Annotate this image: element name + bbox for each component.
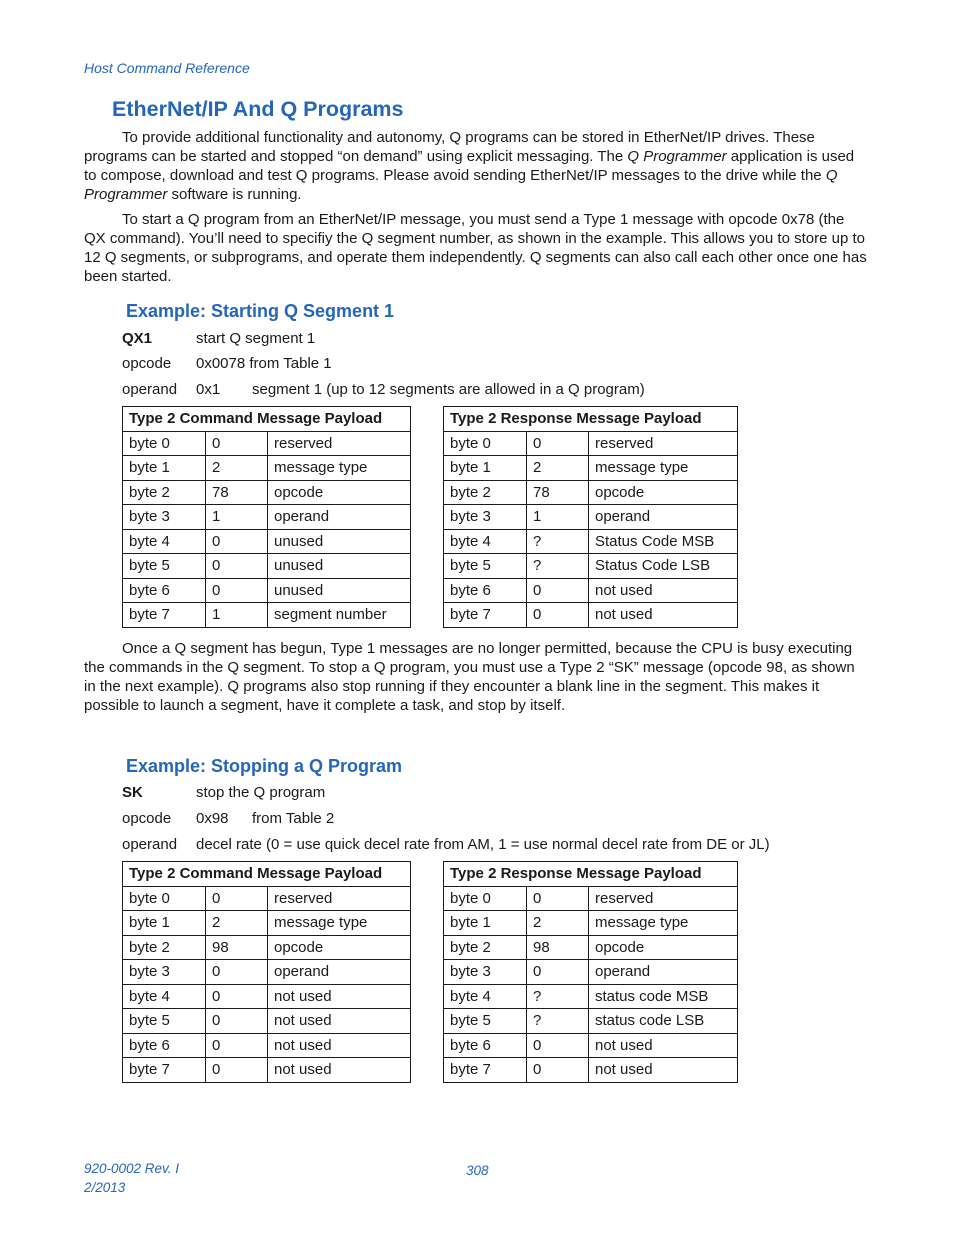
example2-opcode-label: opcode	[122, 810, 172, 827]
value-cell: 0	[527, 1033, 589, 1058]
value-cell: 0	[527, 886, 589, 911]
description-cell: status code LSB	[589, 1009, 738, 1034]
value-cell: 0	[527, 431, 589, 456]
byte-cell: byte 6	[123, 578, 206, 603]
value-cell: 0	[527, 1058, 589, 1083]
table-header-row	[444, 407, 738, 432]
byte-cell: byte 4	[444, 529, 527, 554]
example1-heading: Example: Starting Q Segment 1	[126, 301, 395, 321]
table-row	[123, 984, 411, 1009]
value-cell: 0	[206, 1009, 268, 1034]
table-row	[123, 529, 411, 554]
table-row	[123, 480, 411, 505]
byte-cell: byte 5	[123, 1009, 206, 1034]
table-row	[444, 1058, 738, 1083]
example1-operand-desc: segment 1 (up to 12 segments are allowed in a Q program)	[252, 381, 645, 398]
value-cell: 98	[206, 935, 268, 960]
description-cell: operand	[589, 505, 738, 530]
footer-doc-number: 920-0002 Rev. I	[84, 1161, 180, 1176]
table-row	[123, 960, 411, 985]
byte-cell: byte 6	[123, 1033, 206, 1058]
value-cell: 2	[206, 456, 268, 481]
table-row	[444, 480, 738, 505]
table-row	[123, 554, 411, 579]
example2-operand-label: operand	[122, 836, 178, 853]
table-row	[444, 431, 738, 456]
example1-command-table	[122, 406, 411, 628]
table-row	[444, 505, 738, 530]
byte-cell: byte 2	[123, 935, 206, 960]
example2-opcode-value: 0x98	[196, 810, 229, 827]
byte-cell: byte 3	[123, 960, 206, 985]
value-cell: 0	[527, 603, 589, 628]
value-cell: 98	[527, 935, 589, 960]
value-cell: 78	[527, 480, 589, 505]
byte-cell: byte 2	[444, 480, 527, 505]
table-row	[123, 886, 411, 911]
page-number: 308	[466, 1163, 489, 1178]
byte-cell: byte 0	[444, 431, 527, 456]
byte-cell: byte 7	[444, 603, 527, 628]
table-row	[123, 431, 411, 456]
description-cell: reserved	[589, 431, 738, 456]
example2-response-table	[443, 861, 738, 1083]
intro-paragraph-1	[84, 128, 870, 204]
value-cell: 0	[206, 886, 268, 911]
intro-text-run: software is running.	[167, 186, 302, 203]
byte-cell: byte 1	[444, 456, 527, 481]
description-cell: Status Code LSB	[589, 554, 738, 579]
table-header-row	[444, 862, 738, 887]
table-row	[123, 1058, 411, 1083]
description-cell: message type	[268, 911, 411, 936]
example1-command-line	[122, 329, 822, 348]
table-row	[444, 935, 738, 960]
description-cell: message type	[589, 456, 738, 481]
footer-date: 2/2013	[84, 1180, 126, 1195]
byte-cell: byte 0	[123, 886, 206, 911]
intro-text	[84, 128, 870, 286]
example1-opcode-line	[122, 354, 822, 373]
description-cell: unused	[268, 529, 411, 554]
example2-opcode-desc: from Table 2	[252, 810, 335, 827]
table-header-row	[123, 407, 411, 432]
table-row	[123, 456, 411, 481]
value-cell: 1	[527, 505, 589, 530]
byte-cell: byte 3	[444, 505, 527, 530]
byte-cell: byte 5	[444, 554, 527, 579]
value-cell: 78	[206, 480, 268, 505]
byte-cell: byte 4	[123, 529, 206, 554]
table-row	[444, 554, 738, 579]
value-cell: 0	[206, 960, 268, 985]
table-row	[123, 935, 411, 960]
value-cell: 0	[206, 1058, 268, 1083]
byte-cell: byte 0	[444, 886, 527, 911]
table-row	[444, 984, 738, 1009]
table-row	[444, 1009, 738, 1034]
app-name-text: Q Programmer	[84, 167, 838, 203]
byte-cell: byte 2	[444, 935, 527, 960]
example1-opcode-value: 0x0078 from Table 1	[196, 355, 332, 372]
value-cell: 0	[527, 578, 589, 603]
value-cell: ?	[527, 984, 589, 1009]
example1-opcode-label: opcode	[122, 355, 172, 372]
intro-text-run: application is used to compose, download and test Q programs. Please avoid sending EtherNet/IP messages to the drive while the	[84, 148, 855, 184]
table-row	[444, 456, 738, 481]
value-cell: 2	[527, 456, 589, 481]
app-name-text: Q Programmer	[627, 148, 727, 165]
table-title: Type 2 Response Message Payload	[444, 407, 738, 432]
value-cell: 1	[206, 505, 268, 530]
description-cell: unused	[268, 578, 411, 603]
description-cell: operand	[268, 960, 411, 985]
value-cell: 0	[206, 578, 268, 603]
byte-cell: byte 5	[444, 1009, 527, 1034]
description-cell: not used	[268, 984, 411, 1009]
byte-cell: byte 1	[444, 911, 527, 936]
description-cell: status code MSB	[589, 984, 738, 1009]
description-cell: operand	[268, 505, 411, 530]
value-cell: ?	[527, 529, 589, 554]
table-title: Type 2 Response Message Payload	[444, 862, 738, 887]
description-cell: opcode	[589, 480, 738, 505]
description-cell: unused	[268, 554, 411, 579]
description-cell: not used	[268, 1009, 411, 1034]
table-row	[444, 603, 738, 628]
table-header-row	[123, 862, 411, 887]
table-row	[444, 1033, 738, 1058]
description-cell: operand	[589, 960, 738, 985]
byte-cell: byte 1	[123, 911, 206, 936]
value-cell: 1	[206, 603, 268, 628]
running-header: Host Command Reference	[84, 60, 250, 76]
byte-cell: byte 3	[444, 960, 527, 985]
description-cell: reserved	[268, 886, 411, 911]
description-cell: segment number	[268, 603, 411, 628]
example1-operand-line	[122, 380, 822, 399]
description-cell: not used	[589, 1033, 738, 1058]
table-row	[444, 911, 738, 936]
description-cell: not used	[589, 603, 738, 628]
value-cell: 0	[206, 554, 268, 579]
byte-cell: byte 7	[444, 1058, 527, 1083]
table-row	[123, 1033, 411, 1058]
description-cell: reserved	[589, 886, 738, 911]
value-cell: ?	[527, 554, 589, 579]
byte-cell: byte 1	[123, 456, 206, 481]
table-row	[444, 529, 738, 554]
description-cell: opcode	[589, 935, 738, 960]
page-title: EtherNet/IP And Q Programs	[112, 97, 404, 121]
description-cell: message type	[268, 456, 411, 481]
value-cell: 0	[206, 984, 268, 1009]
value-cell: 0	[206, 529, 268, 554]
example2-command-line	[122, 783, 822, 802]
example2-opcode-line	[122, 809, 822, 828]
table-row	[123, 505, 411, 530]
byte-cell: byte 7	[123, 603, 206, 628]
byte-cell: byte 5	[123, 554, 206, 579]
byte-cell: byte 7	[123, 1058, 206, 1083]
byte-cell: byte 3	[123, 505, 206, 530]
description-cell: not used	[268, 1058, 411, 1083]
table-row	[444, 886, 738, 911]
table-row	[123, 911, 411, 936]
description-cell: not used	[589, 1058, 738, 1083]
example1-operand-label: operand	[122, 381, 178, 398]
example2-heading: Example: Stopping a Q Program	[126, 756, 403, 776]
example1-command-label: QX1	[122, 330, 153, 347]
value-cell: 2	[206, 911, 268, 936]
table-row	[444, 960, 738, 985]
value-cell: 2	[527, 911, 589, 936]
intro-paragraph-2: To start a Q program from an EtherNet/IP message, you must send a Type 1 message with opcode 0x78 (the QX command). You’ll need to specifiy the Q segment number, as shown in the example. This allows you to store up to 12 Q segments, or subprograms, and operate them independently. Q segments can also call each other once one has been started.	[84, 211, 867, 285]
description-cell: opcode	[268, 480, 411, 505]
example2-operand-desc: decel rate (0 = use quick decel rate from AM, 1 = use normal decel rate from DE or JL)	[196, 836, 770, 853]
value-cell: 0	[206, 431, 268, 456]
example1-operand-value: 0x1	[196, 381, 221, 398]
example2-command-label: SK	[122, 784, 143, 801]
description-cell: reserved	[268, 431, 411, 456]
byte-cell: byte 4	[123, 984, 206, 1009]
example2-command-desc: stop the Q program	[196, 784, 326, 801]
table-title: Type 2 Command Message Payload	[123, 407, 411, 432]
example2-operand-line	[122, 835, 822, 854]
byte-cell: byte 6	[444, 578, 527, 603]
table-row	[444, 578, 738, 603]
description-cell: opcode	[268, 935, 411, 960]
table-row	[123, 578, 411, 603]
example1-command-desc: start Q segment 1	[196, 330, 316, 347]
example1-response-table	[443, 406, 738, 628]
description-cell: not used	[268, 1033, 411, 1058]
byte-cell: byte 2	[123, 480, 206, 505]
value-cell: ?	[527, 1009, 589, 1034]
value-cell: 0	[527, 960, 589, 985]
value-cell: 0	[206, 1033, 268, 1058]
intro-text-run: To provide additional functionality and autonomy, Q programs can be stored in EtherNet/IP drives. These programs can be started and stopped “on demand” using explicit messaging. The	[84, 129, 815, 165]
middle-paragraph: Once a Q segment has begun, Type 1 messages are no longer permitted, because the CPU is busy executing the commands in the Q segment. To stop a Q program, you must use a Type 2 “SK” message (opcode 98, as shown in the next example). Q programs also stop running if they encounter a blank line in the segment. This makes it possible to launch a segment, have it complete a task, and stop by itself.	[84, 640, 855, 714]
table-title: Type 2 Command Message Payload	[123, 862, 411, 887]
byte-cell: byte 4	[444, 984, 527, 1009]
middle-text	[84, 639, 870, 715]
byte-cell: byte 6	[444, 1033, 527, 1058]
description-cell: message type	[589, 911, 738, 936]
description-cell: not used	[589, 578, 738, 603]
byte-cell: byte 0	[123, 431, 206, 456]
table-row	[123, 603, 411, 628]
table-row	[123, 1009, 411, 1034]
description-cell: Status Code MSB	[589, 529, 738, 554]
footer-doc-info	[84, 1159, 179, 1197]
example2-command-table	[122, 861, 411, 1083]
